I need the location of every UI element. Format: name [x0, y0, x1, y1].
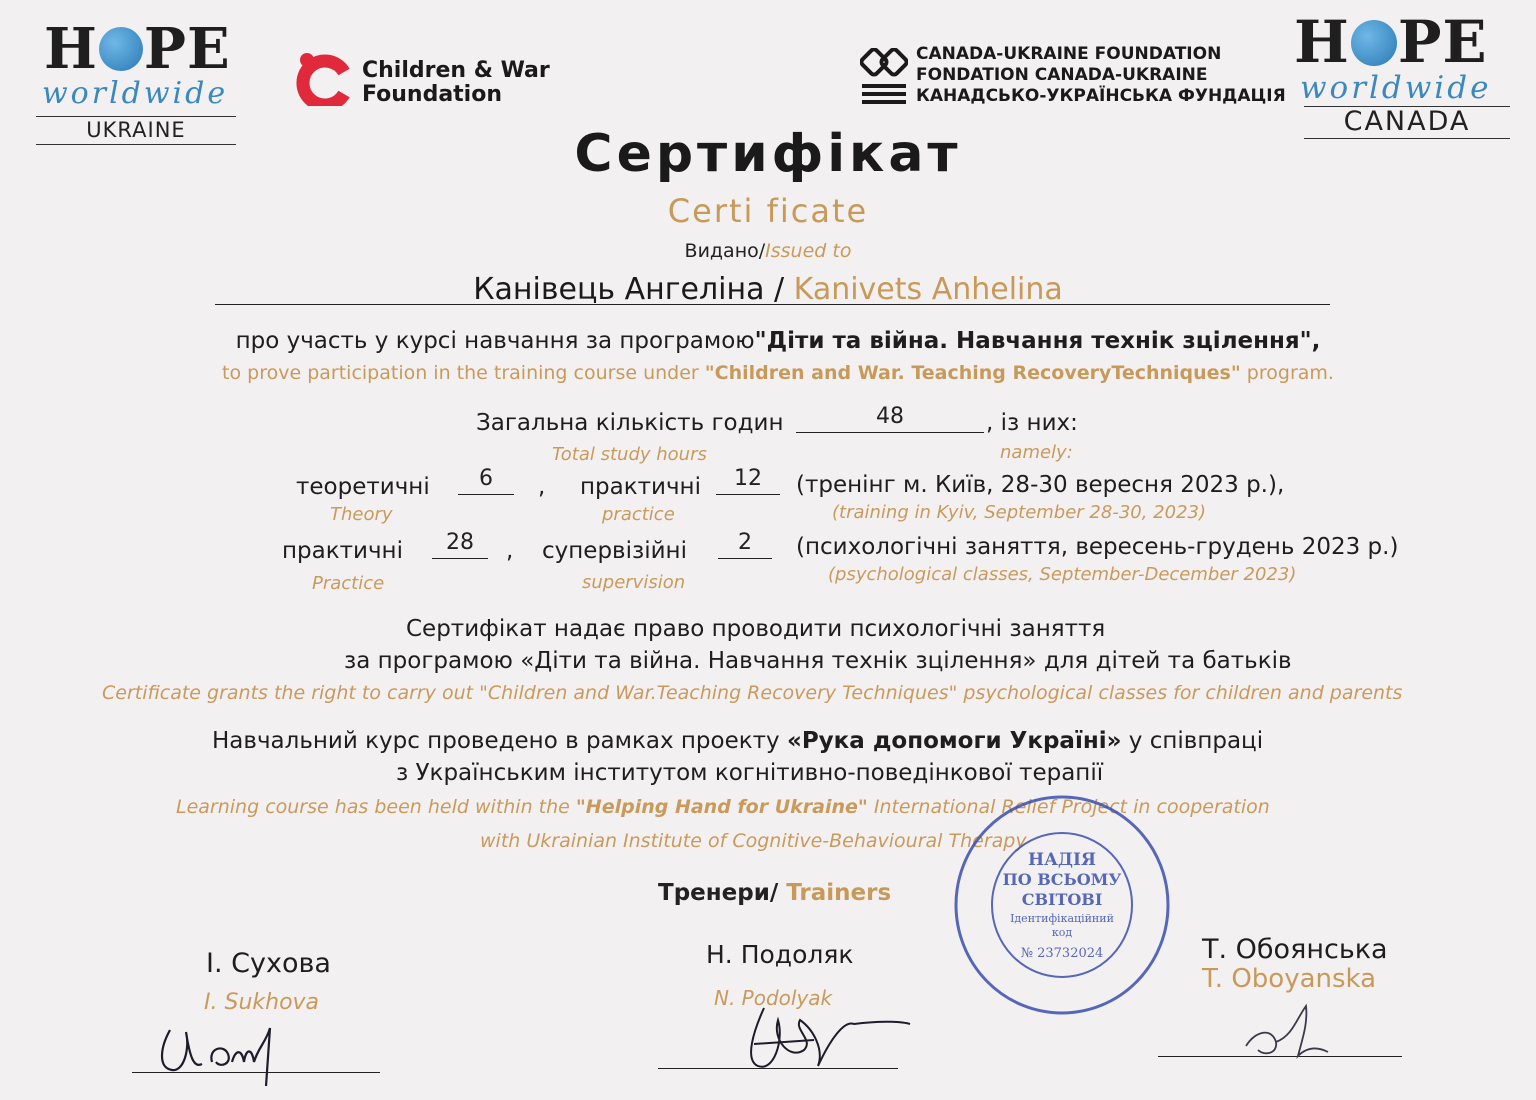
- hope-canada-logo: H PE worldwide CANADA: [1294, 10, 1514, 140]
- globe-icon: [1351, 20, 1397, 66]
- theory-label: теоретичні: [296, 474, 430, 500]
- rights-text-2: за програмою «Діти та війна. Навчання технік зцілення» для дітей та батьків: [344, 648, 1292, 674]
- foundation-emblem-icon: [860, 48, 908, 104]
- issued-to-label: Видано/Issued to: [684, 240, 852, 262]
- project-text-en-1: Learning course has been held within the "Helping Hand for Ukraine" International Relief Project in cooperation: [176, 796, 1270, 818]
- trainer-3-name-en: T. Oboyanska: [1202, 964, 1377, 994]
- classes-details-en: (psychological classes, September-December 2023): [828, 564, 1297, 585]
- children-war-emblem-icon: [294, 50, 350, 106]
- theory-en: Theory: [330, 504, 393, 525]
- total-hours-label: Загальна кількість годин: [476, 410, 784, 436]
- practice1-label: практичні: [580, 474, 701, 500]
- hope-ukraine-logo: H PE worldwide UKRAINE: [36, 18, 246, 143]
- trainer-2-name: Н. Подоляк: [706, 940, 854, 969]
- participation-text-en: to prove participation in the training course under "Children and War. Teaching RecoveryTechniques" program.: [222, 362, 1334, 384]
- training-details: (тренінг м. Київ, 28-30 вересня 2023 р.),: [796, 472, 1285, 498]
- trainer-1-signature: [150, 1018, 290, 1090]
- comma: ,: [506, 538, 514, 564]
- practice2-label: практичні: [282, 538, 403, 564]
- classes-details: (психологічні заняття, вересень-грудень 2023 р.): [796, 534, 1399, 560]
- practice2-en: Practice: [312, 573, 385, 594]
- practice1-en: practice: [602, 504, 675, 525]
- recipient-name: Канівець Ангеліна / Kanivets Anhelina: [473, 272, 1063, 307]
- organization-stamp: НАДІЯ ПО ВСЬОМУ СВІТОВІ Ідентифікаційний код № 23732024: [950, 790, 1174, 1020]
- canada-ukraine-foundation-logo: CANADA-UKRAINE FOUNDATION FONDATION CANADA-UKRAINE КАНАДСЬКО-УКРАЇНСЬКА ФУНДАЦІЯ: [860, 44, 1290, 108]
- certificate-title: Сертифікат: [574, 124, 962, 184]
- total-hours-en: Total study hours: [552, 444, 707, 465]
- project-text-2: з Українським інститутом когнітивно-поведінкової терапії: [396, 760, 1104, 786]
- globe-icon: [99, 27, 143, 71]
- rights-text-en: Certificate grants the right to carry out "Children and War.Teaching Recovery Techniques" psychological classes for children and parents: [102, 682, 1403, 704]
- rights-text-1: Сертифікат надає право проводити психологічні заняття: [406, 616, 1106, 642]
- trainer-3-name: Т. Обоянська: [1202, 934, 1388, 965]
- supervision-en: supervision: [582, 572, 686, 593]
- certificate-title-en: Certi ficate: [667, 192, 869, 230]
- trainer-1-name-en: I. Sukhova: [204, 990, 320, 1015]
- project-text-1: Навчальний курс проведено в рамках проекту «Рука допомоги Україні» у співпраці: [212, 728, 1264, 754]
- project-text-en-2: with Ukrainian Institute of Cognitive-Behavioural Therapy: [480, 830, 1027, 852]
- trainer-2-name-en: N. Podolyak: [714, 986, 833, 1010]
- trainer-3-signature: [1236, 1000, 1336, 1064]
- recipient-underline: [215, 304, 1330, 305]
- namely-en: namely:: [1000, 442, 1073, 463]
- training-details-en: (training in Kyiv, September 28-30, 2023): [832, 502, 1207, 523]
- comma: ,: [538, 474, 546, 500]
- trainer-2-signature: [734, 1000, 914, 1080]
- participation-text: про участь у курсі навчання за програмою"Діти та війна. Навчання технік зцілення",: [235, 328, 1321, 354]
- theory-value: 6: [458, 464, 514, 495]
- practice1-value: 12: [716, 464, 780, 495]
- supervision-value: 2: [718, 528, 772, 559]
- trainer-1-name: І. Сухова: [206, 948, 331, 979]
- trainers-heading: Тренери/ Trainers: [658, 880, 892, 906]
- total-hours-value: 48: [796, 402, 984, 433]
- children-war-foundation-logo: Children & War Foundation: [294, 50, 594, 114]
- supervision-label: супервізійні: [542, 538, 687, 564]
- practice2-value: 28: [432, 528, 488, 559]
- namely-label: , із них:: [986, 410, 1078, 436]
